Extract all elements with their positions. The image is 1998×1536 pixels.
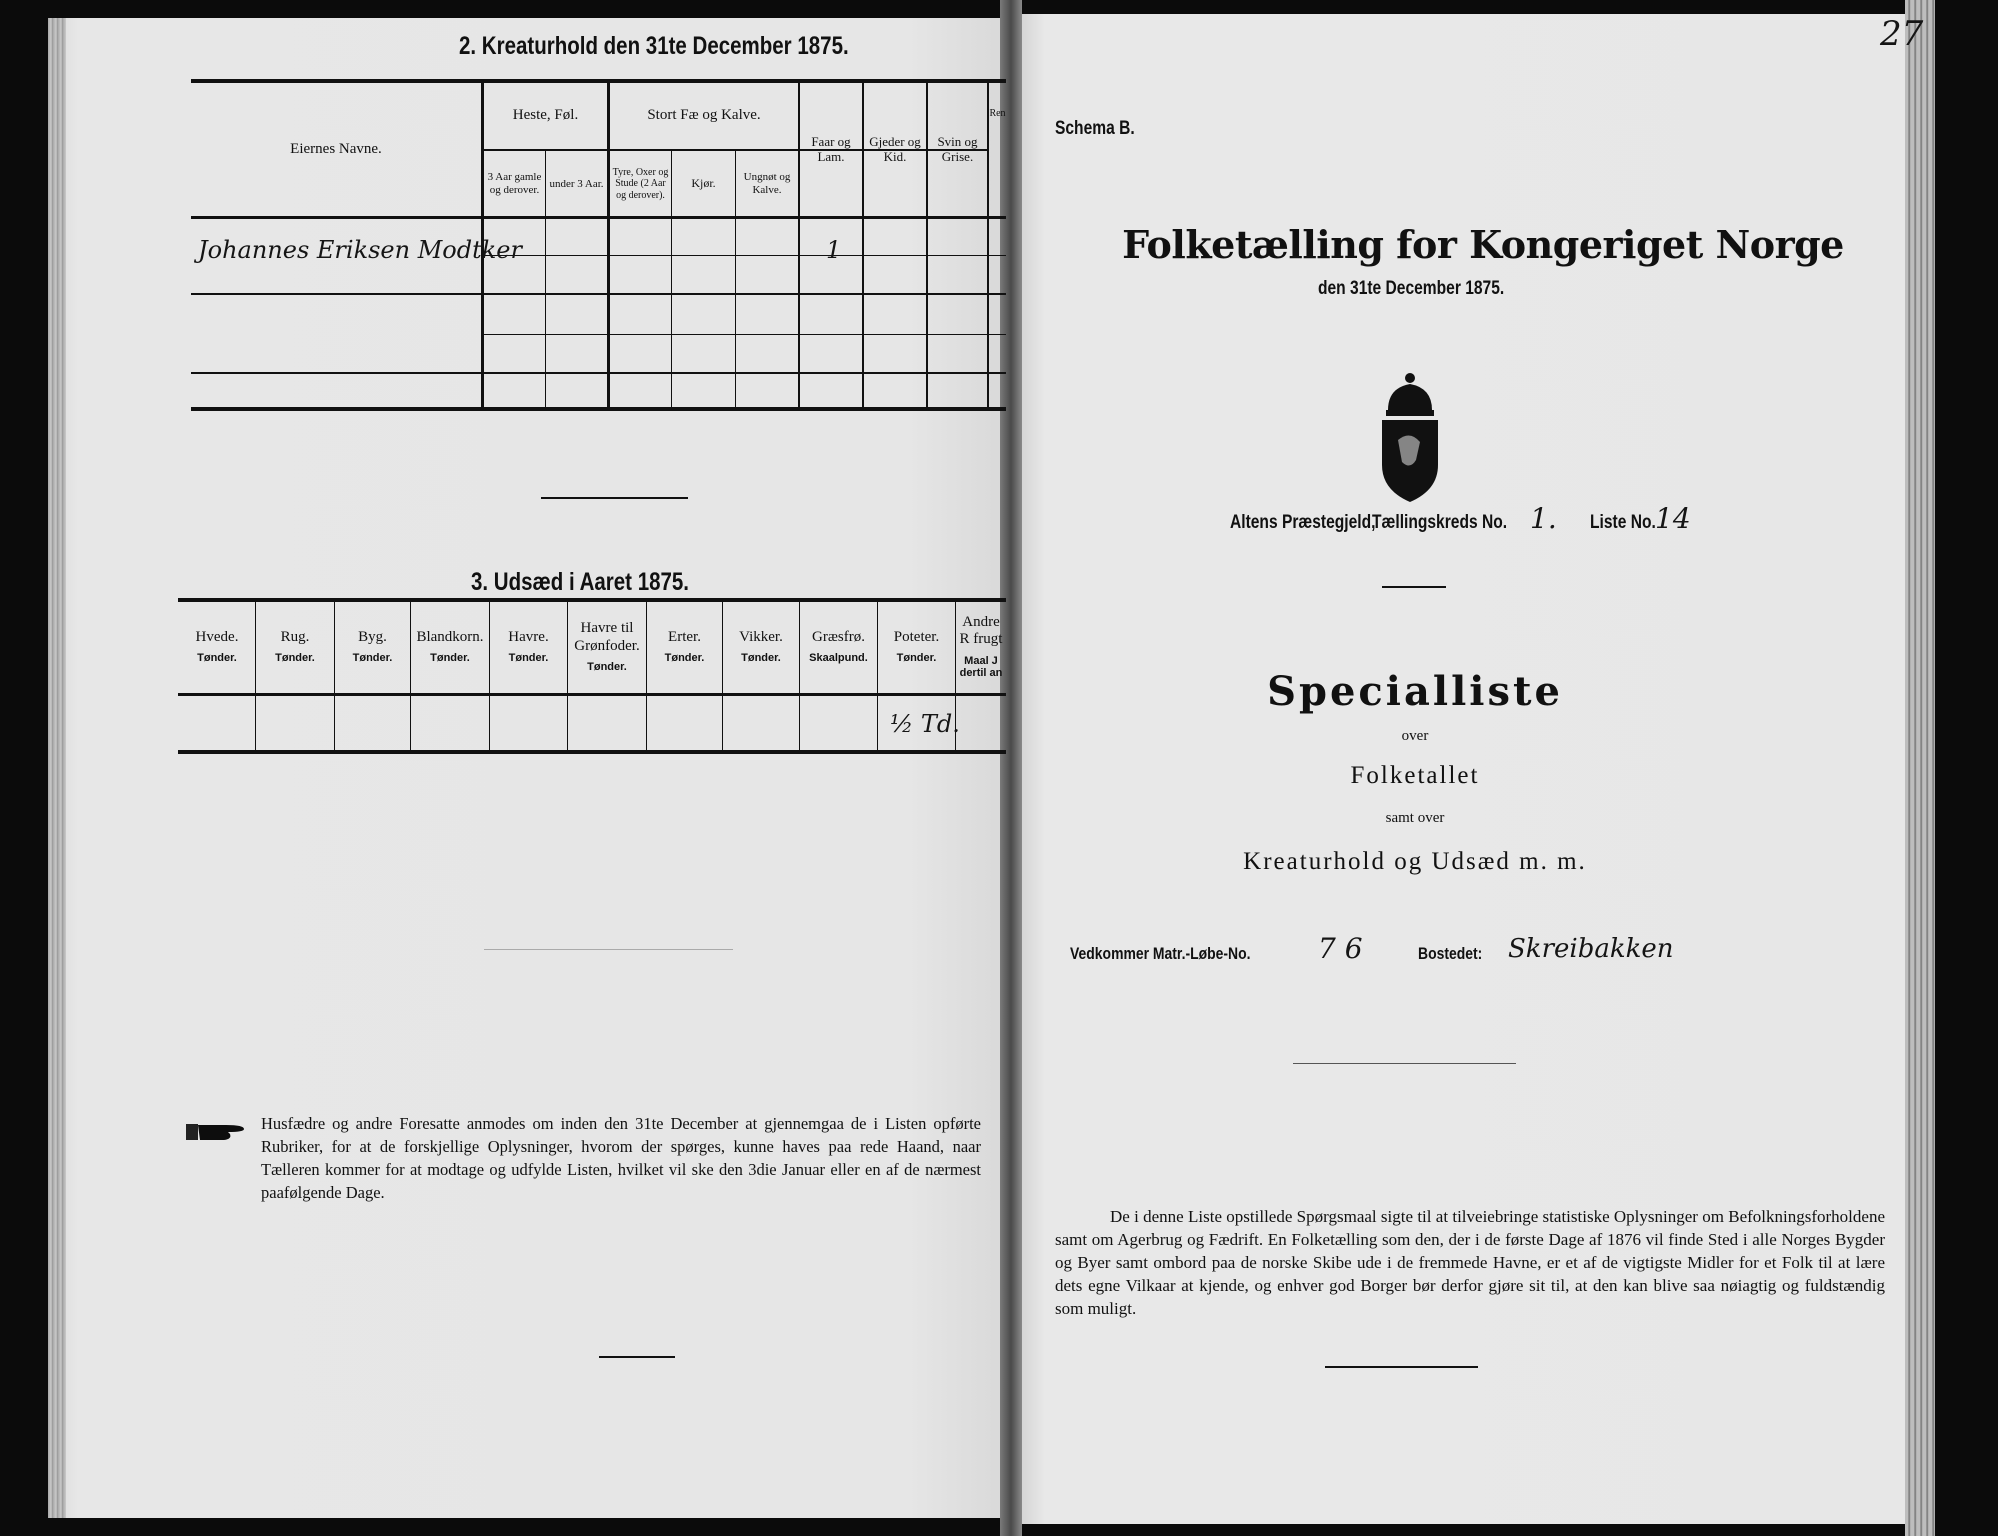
district-label: Tællingskreds No. (1372, 512, 1508, 533)
list-value-handwritten: 14 (1655, 502, 1691, 535)
explanation-paragraph: De i denne Liste opstillede Spørgsmaal sigte til at tilveiebringe statistiske Oplysninger om Befolkningsforholdene samt om Agerbrug og Fædrift. En Folketælling som den, der i de første Dage af 1876 vil finde Sted i alle Norges Bygder og Byer samt ombord paa de norske Skibe ude i de fremmede Havne, er et af de vigtigste Midler for et Folk til at lære dets egne Vilkaar at kjende, og enhver god Borger bør derfor gjøre sit til, at den kan blive saa nøiagtig og fuldstændig som muligt. (1055, 1207, 1885, 1318)
book-gutter (1000, 0, 1022, 1536)
page-number-handwritten: 27 (1880, 14, 1924, 54)
col-horses-under3: under 3 Aar. (549, 177, 604, 190)
col-cattle-bulls: Tyre, Oxer og Stude (2 Aar og derover). (612, 166, 669, 201)
specialliste-heading: Specialliste (1267, 668, 1563, 715)
pointing-hand-icon (186, 1120, 246, 1144)
sowing-column-header (569, 603, 645, 691)
col-cattle-cows: Kjør. (691, 176, 716, 191)
section3-title: 3. Udsæd i Aaret 1875. (471, 568, 690, 596)
sowing-column-unit: Maal J dertil an (959, 654, 1003, 680)
sowing-column-label: Havre til Grønfoder. (574, 620, 640, 654)
divider-rule-right (1382, 586, 1446, 588)
divider-rule-bottom (599, 1356, 675, 1358)
col-reindeer: Ren (989, 108, 1006, 120)
list-label: Liste No. (1590, 512, 1656, 533)
notice-text: Husfædre og andre Foresatte anmodes om inden den 31te December at gjennemgaa de i Listen opførte Rubriker, for at de forskjellige Oplysninger, hvorom der spørges, kunne haves paa rede Haand, naar Tælleren kommer for at modtage og udfylde Listen, hvilket vil ske den 3die Januar eller en af de nærmest paafølgende Dage. (261, 1114, 981, 1202)
col-goats: Gjeder og Kid. (869, 134, 921, 164)
sowing-column-label: Poteter. (893, 629, 940, 646)
bosted-value-handwritten: Skreibakken (1508, 934, 1674, 964)
col-cattle-young: Ungnøt og Kalve. (743, 171, 791, 196)
coat-of-arms-icon (1370, 370, 1450, 505)
sowing-column-header (724, 603, 798, 691)
sowing-column-label: Hvede. (195, 629, 239, 646)
sowing-column-label: Byg. (358, 629, 387, 646)
folketallet-text: Folketallet (1350, 762, 1480, 789)
col-horses-3plus: 3 Aar gamle og derover. (487, 171, 542, 196)
sowing-column-unit: Tønder. (587, 660, 627, 673)
sowing-column-header (648, 603, 721, 691)
sowing-column-label: Blandkorn. (416, 629, 484, 646)
sowing-column-label: Andre R frugt (959, 614, 1003, 648)
sowing-column-unit: Tønder. (896, 652, 937, 665)
district-value-handwritten: 1. (1530, 502, 1557, 535)
matr-value-handwritten: 7 6 (1318, 932, 1363, 965)
sowing-column-label: Havre. (508, 629, 549, 646)
faint-rule (484, 949, 733, 950)
section2-title: 2. Kreaturhold den 31te December 1875. (459, 32, 849, 60)
sowing-column-header (180, 603, 254, 691)
sowing-column-header (801, 603, 876, 691)
sowing-column-unit: Tønder. (197, 652, 237, 665)
sowing-column-header (412, 603, 488, 691)
census-date: den 31te December 1875. (1318, 278, 1505, 299)
sowing-column-header (491, 603, 566, 691)
page-edges-right (1905, 0, 1935, 1536)
sowing-column-header (336, 603, 409, 691)
col-pigs: Svin og Grise. (937, 134, 978, 164)
sowing-column-unit: Tønder. (430, 652, 470, 665)
parish-label: Altens Præstegjeld, (1230, 512, 1376, 533)
sowing-column-header (879, 603, 954, 691)
col-sheep: Faar og Lam. (811, 134, 851, 164)
sheep-count-handwritten: 1 (826, 236, 842, 264)
col-owner-header: Eiernes Navne. (290, 141, 382, 158)
page-edges-left (48, 18, 66, 1518)
sowing-column-header (257, 603, 333, 691)
sowing-column-unit: Tønder. (664, 652, 705, 665)
sowing-column-unit: Tønder. (508, 652, 549, 665)
sowing-column-label: Erter. (668, 629, 701, 646)
col-cattle-header: Stort Fæ og Kalve. (647, 107, 761, 124)
potatoes-value-handwritten: ½ Td. (890, 710, 960, 738)
sowing-column-unit: Tønder. (275, 652, 315, 665)
divider-rule-right-3 (1325, 1366, 1478, 1368)
sowing-column-unit: Tønder. (352, 652, 393, 665)
divider-rule-right-2 (1293, 1063, 1516, 1064)
over-text: over (1401, 728, 1429, 744)
matr-label: Vedkommer Matr.-Løbe-No. (1070, 944, 1251, 963)
bosted-label: Bostedet: (1418, 944, 1483, 963)
col-horses-header: Heste, Føl. (512, 107, 579, 124)
sowing-column-header (957, 603, 1005, 691)
sowing-column-label: Græsfrø. (812, 629, 865, 646)
schema-label: Schema B. (1055, 118, 1135, 139)
left-page (48, 18, 1003, 1518)
sowing-column-unit: Skaalpund. (809, 652, 868, 665)
divider-rule (541, 497, 688, 499)
kreaturhold-text: Kreaturhold og Udsæd m. m. (1243, 848, 1587, 875)
sowing-column-unit: Tønder. (741, 652, 781, 665)
sowing-column-label: Rug. (280, 629, 310, 646)
document-title: Folketælling for Kongeriget Norge (1122, 222, 1844, 267)
sowing-column-label: Vikker. (739, 629, 783, 646)
owner-name-handwritten: Johannes Eriksen Modtker (198, 236, 522, 264)
samt-over-text: samt over (1385, 810, 1445, 826)
